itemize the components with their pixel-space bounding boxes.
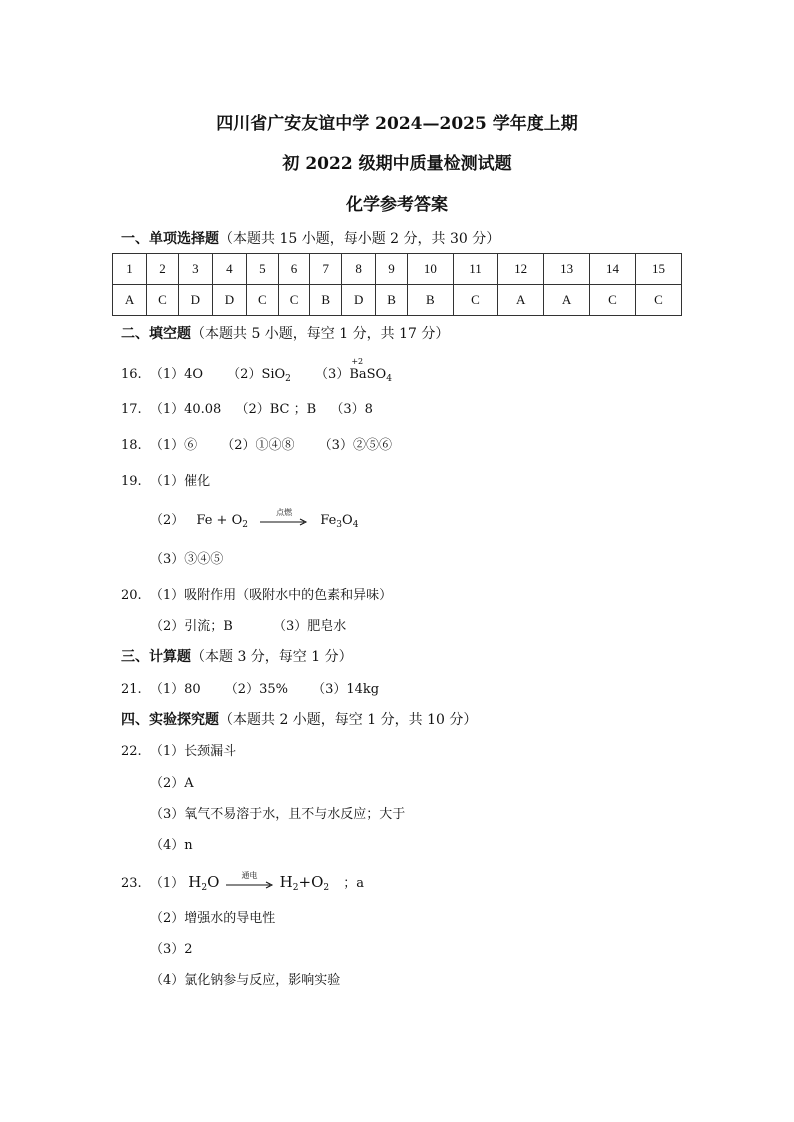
answer-cell: B bbox=[310, 285, 342, 316]
section4-title: 四、实验探究题 bbox=[121, 712, 219, 728]
exam-title: 初 2022 级期中质量检测试题 bbox=[282, 154, 512, 174]
answer-cell: A bbox=[498, 285, 544, 316]
q23-answer-1-tail: ；a bbox=[343, 876, 365, 891]
answer-cell: C bbox=[453, 285, 497, 316]
answer-cell: A bbox=[113, 285, 147, 316]
q18-number: 18. bbox=[121, 438, 142, 453]
section2-note: （本题共 5 小题，每空 1 分，共 17 分） bbox=[191, 326, 450, 342]
question-number-cell: 11 bbox=[453, 254, 497, 285]
q21-answer-3: （3）14kg bbox=[312, 682, 380, 697]
q17-answer-1: （1）40.08 bbox=[149, 402, 222, 417]
answer-cell: B bbox=[376, 285, 408, 316]
q20-answer-2: （2）引流；B bbox=[150, 619, 233, 634]
answer-table-answers-row bbox=[113, 285, 682, 316]
school-title: 四川省广安友谊中学 2024—2025 学年度上期 bbox=[216, 114, 578, 134]
q21-answer-1: （1）80 bbox=[149, 682, 201, 697]
q22-answer-2: （2）A bbox=[150, 776, 194, 791]
q16-number: 16. bbox=[121, 367, 142, 382]
section3-title: 三、计算题 bbox=[121, 649, 191, 665]
q23-products: $H_2+O_2$ bbox=[279, 873, 330, 893]
q20-line-2 bbox=[150, 615, 346, 634]
q18-answer-3: （3）②⑤⑥ bbox=[318, 438, 392, 453]
answer-cell: C bbox=[590, 285, 636, 316]
question-number-cell: 4 bbox=[212, 254, 246, 285]
q22-number: 22. bbox=[121, 744, 142, 759]
q23-answer-3: （3）2 bbox=[150, 942, 193, 957]
q20-answer-1: （1）吸附作用（吸附水中的色素和异味） bbox=[149, 588, 393, 603]
section3-heading bbox=[121, 646, 353, 666]
question-number-cell: 2 bbox=[147, 254, 179, 285]
question-number-cell: 1 bbox=[113, 254, 147, 285]
answer-cell: D bbox=[178, 285, 212, 316]
question-number-cell: 8 bbox=[342, 254, 376, 285]
q18-line bbox=[121, 434, 392, 453]
q23-answer-2: （2）增强水的导电性 bbox=[150, 911, 276, 926]
q23-number: 23. bbox=[121, 876, 142, 891]
q17-number: 17. bbox=[121, 402, 142, 417]
q20-line-1 bbox=[121, 584, 392, 603]
q19-number: 19. bbox=[121, 474, 142, 489]
q18-answer-1: （1）⑥ bbox=[149, 438, 198, 453]
q21-number: 21. bbox=[121, 682, 142, 697]
question-number-cell: 3 bbox=[178, 254, 212, 285]
answer-key-title: 化学参考答案 bbox=[346, 195, 448, 215]
question-number-cell: 14 bbox=[590, 254, 636, 285]
reaction-condition: 点燃 bbox=[276, 507, 293, 517]
q16-answer-2: （2）SiO$_2$ bbox=[227, 367, 291, 384]
section2-title: 二、填空题 bbox=[121, 326, 191, 342]
question-number-cell: 6 bbox=[278, 254, 310, 285]
q19-answer-1: （1）催化 bbox=[149, 474, 211, 489]
q16-answer-3: （3） +2 BaSO$_4$ bbox=[315, 357, 392, 384]
q20-answer-3: （3）肥皂水 bbox=[272, 619, 347, 634]
q16-line bbox=[121, 357, 392, 384]
q23-answer-4: （4）氯化钠参与反应，影响实验 bbox=[150, 973, 341, 988]
q20-number: 20. bbox=[121, 588, 142, 603]
section2-heading bbox=[121, 323, 449, 343]
reaction-arrow bbox=[260, 507, 308, 528]
question-number-cell: 5 bbox=[246, 254, 278, 285]
charge-label: +2 bbox=[351, 357, 364, 366]
q23-answer-1-label: （1） bbox=[149, 876, 185, 891]
section1-title: 一、单项选择题 bbox=[121, 231, 219, 247]
question-number-cell: 9 bbox=[376, 254, 408, 285]
question-number-cell: 7 bbox=[310, 254, 342, 285]
answer-table bbox=[112, 253, 682, 316]
section3-note: （本题 3 分，每空 1 分） bbox=[191, 649, 353, 665]
q19-reactants: $Fe + O_2$ bbox=[196, 513, 248, 530]
answer-cell: C bbox=[635, 285, 681, 316]
q23-reactant: $H_2O$ bbox=[188, 873, 220, 893]
q22-answer-3: （3）氧气不易溶于水，且不与水反应；大于 bbox=[150, 807, 406, 822]
section4-heading bbox=[121, 709, 477, 729]
q17-line bbox=[121, 398, 373, 417]
answer-cell: C bbox=[147, 285, 179, 316]
q17-answer-2: （2）BC ；B bbox=[235, 402, 317, 417]
answer-cell: D bbox=[342, 285, 376, 316]
section1-heading bbox=[121, 228, 500, 248]
answer-cell: C bbox=[246, 285, 278, 316]
q22-answer-4: （4）n bbox=[150, 838, 193, 853]
q19-answer-3: （3）③④⑤ bbox=[150, 552, 224, 567]
q23-line-1 bbox=[121, 872, 364, 893]
electrolysis-condition: 通电 bbox=[241, 870, 258, 880]
q21-line bbox=[121, 678, 379, 697]
question-number-cell: 15 bbox=[635, 254, 681, 285]
question-number-cell: 10 bbox=[407, 254, 453, 285]
q22-line-1 bbox=[121, 740, 236, 759]
q19-line-1 bbox=[121, 470, 210, 489]
q19-equation bbox=[150, 509, 358, 530]
q16-answer-1: （1）4O bbox=[149, 367, 204, 382]
section1-note: （本题共 15 小题，每小题 2 分，共 30 分） bbox=[219, 231, 501, 247]
q19-product: $Fe_3O_4$ bbox=[320, 513, 359, 530]
q21-answer-2: （2）35% bbox=[224, 682, 288, 697]
q17-answer-3: （3）8 bbox=[330, 402, 373, 417]
answer-cell: C bbox=[278, 285, 310, 316]
q18-answer-2: （2）①④⑧ bbox=[221, 438, 295, 453]
answer-cell: D bbox=[212, 285, 246, 316]
question-number-cell: 13 bbox=[544, 254, 590, 285]
section4-note: （本题共 2 小题，每空 1 分，共 10 分） bbox=[219, 712, 478, 728]
answer-cell: B bbox=[407, 285, 453, 316]
answer-table-numbers-row bbox=[113, 254, 682, 285]
q22-answer-1: （1）长颈漏斗 bbox=[149, 744, 237, 759]
question-number-cell: 12 bbox=[498, 254, 544, 285]
q19-answer-2-label: （2） bbox=[150, 513, 185, 528]
electrolysis-arrow bbox=[226, 870, 274, 891]
answer-cell: A bbox=[544, 285, 590, 316]
